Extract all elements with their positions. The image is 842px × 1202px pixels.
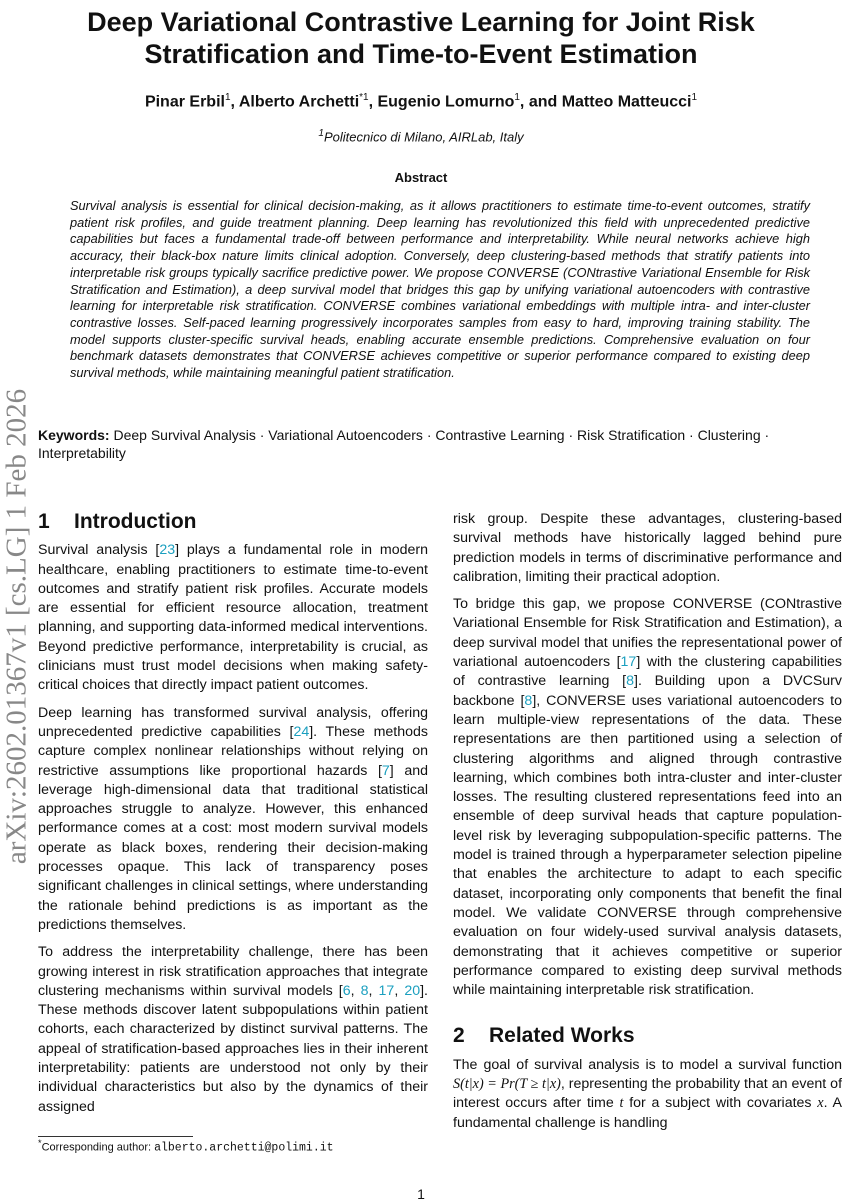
paragraph-text: , — [350, 982, 361, 999]
page-number: 1 — [417, 1186, 425, 1202]
paragraph-text: To bridge this gap, we propose CONVERSE (CONtrastive Variational Ensemble for Risk Stratification and Estimation), a deep survival model that unifies the representational power of variational autoencoders [ — [453, 596, 842, 671]
paragraph-text: The goal of survival analysis is to model a survival function — [453, 1056, 842, 1073]
keywords-text: Deep Survival Analysis · Variational Autoencoders · Contrastive Learning · Risk Stratification · Clustering · Interpretability — [38, 427, 770, 461]
math-expression: x — [817, 1095, 824, 1112]
citation-link[interactable]: 24 — [293, 723, 310, 740]
left-column — [38, 510, 428, 1125]
citation-link[interactable]: 17 — [378, 982, 395, 999]
citation-link[interactable]: 8 — [524, 692, 533, 709]
author-list: Pinar Erbil$^1$, Alberto Archetti$^{*1}$, Eugenio Lomurno$^1$, and Matteo Matteucci$^1$ — [144, 92, 698, 111]
citation-link[interactable]: 20 — [404, 982, 421, 999]
right-column — [453, 510, 842, 1141]
paragraph — [38, 943, 428, 1117]
paragraph-text: To address the interpretability challenge, there has been growing interest in risk stratification approaches that integrate clustering mechanisms within survival models [ — [38, 944, 428, 999]
footnote-email-link[interactable]: alberto.archetti@polimi.it — [154, 1141, 334, 1155]
abstract-heading: Abstract — [394, 170, 448, 185]
paragraph-text: Survival analysis [ — [38, 542, 160, 559]
citation-link[interactable]: 23 — [159, 542, 176, 559]
paragraph-text: ] with the clustering capabilities of contrastive learning [ — [453, 654, 842, 690]
paragraph-text: ]. Building upon a DVCSurv backbone [ — [453, 673, 842, 709]
paragraph-text: ] and leverage high-dimensional data that traditional statistical approaches struggle to analyze. However, this enhanced performance comes at a cost: most modern survival models operate as black boxes, rendering their decision-making processes opaque. This lack of transparency poses significant challenges in clinical settings, where understanding the rationale behind predictions is as important as the predictions themselves. — [38, 762, 428, 933]
citation-link[interactable]: 6 — [342, 982, 351, 999]
paragraph-text: ], CONVERSE uses variational autoencoders to learn multiple-view representations of the data. These representations are then partitioned using a selection of clustering algorithms and aligned through contrastive learning, which combines both intra-cluster and inter-cluster losses. The resulting clustered representations feed into an ensemble of deep survival heads that capture population-level risk by leveraging subpopulation-specific patterns. The model is trained through a hyperparameter selection pipeline that enables the architecture to adapt to each specific dataset, incorporating only components that benefit the final model. We validate CONVERSE through comprehensive evaluation on four widely-used survival analysis datasets, demonstrating that it achieves competitive or superior performance compared to existing deep survival methods while maintaining interpretable risk stratification. — [453, 692, 842, 999]
citation-link[interactable]: 8 — [626, 673, 635, 690]
affiliation-mark: 1 — [318, 128, 324, 139]
math-expression: t — [619, 1095, 624, 1112]
paper-title: Deep Variational Contrastive Learning for Joint Risk Stratification and Time-to-Event Estimation — [87, 7, 755, 69]
affiliation — [0, 128, 842, 144]
math-expression: S(t|x) = Pr(T ≥ t|x) — [453, 1076, 561, 1093]
section-heading — [38, 512, 428, 531]
section-heading — [453, 1024, 842, 1048]
footnote-mark: * — [38, 1138, 42, 1148]
paragraph — [453, 510, 842, 587]
citation-link[interactable]: 7 — [381, 762, 390, 779]
paragraph — [453, 595, 842, 1000]
citation-link[interactable]: 8 — [360, 982, 369, 999]
arxiv-stamp: arXiv:2602.01367v1 [cs.LG] 1 Feb 2026 — [0, 388, 33, 865]
author-name: Pinar Erbil — [144, 93, 225, 111]
affiliation-text: Politecnico di Milano, AIRLab, Italy — [323, 129, 524, 145]
author-name: Matteo Matteucci — [561, 93, 692, 111]
paragraph — [38, 704, 428, 936]
author-name: Eugenio Lomurno — [377, 93, 515, 111]
author-affiliation-mark: 1 — [224, 92, 231, 103]
footnote-rule — [38, 1136, 193, 1137]
keywords — [38, 426, 828, 462]
author-affiliation-mark: 1 — [514, 92, 520, 103]
paragraph-text: , representing the probability that an event of interest occurs after time — [453, 1076, 842, 1112]
paragraph-text: risk group. Despite these advantages, clustering-based survival methods have historically lagged behind pure prediction models in terms of discriminative performance and calibration, limiting their practical adoption. — [453, 511, 842, 585]
paragraph-text: , — [394, 982, 405, 999]
citation-link[interactable]: 17 — [620, 654, 637, 671]
paragraph-text: , — [368, 982, 379, 999]
author-affiliation-mark: *1 — [359, 92, 369, 103]
abstract-text: Survival analysis is essential for clinical decision-making, as it allows practitioners to estimate time-to-event outcomes, stratify patient risk profiles, and guide treatment planning. Deep learning has revolutionized this field with unprecedented predictive capabilities but faces a fundamental trade-off between performance and interpretability. While neural networks achieve high accuracy, their black-box nature limits clinical adoption. Conversely, deep clustering-based methods that stratify patients into interpretable risk groups typically sacrifice predictive power. We propose CONVERSE (CONtrastive Variational Ensemble for Risk Stratification and Estimation), a deep survival model that bridges this gap by unifying variational autoencoders with contrastive learning for interpretable risk stratification. CONVERSE combines variational embeddings with multiple intra- and inter-cluster contrastive losses. Self-paced learning progressively incorporates samples from easy to hard, improving training stability. The model supports cluster-specific survival heads, enabling accurate ensemble predictions. Comprehensive evaluation on four benchmark datasets demonstrates that CONVERSE achieves competitive or superior performance compared to existing deep survival methods, while maintaining meaningful patient stratification. — [70, 198, 810, 381]
paragraph — [453, 1056, 842, 1133]
author-affiliation-mark: 1 — [691, 92, 698, 103]
footnote — [38, 1138, 428, 1155]
section-number: 2 — [453, 1024, 465, 1048]
footnote-label: Corresponding author: — [41, 1141, 155, 1154]
paragraph-text: . A fundamental challenge is handling — [453, 1095, 842, 1131]
section-title: Related Works — [489, 1024, 635, 1048]
paragraph-text: for a subject with covariates — [623, 1095, 818, 1112]
paragraph-text: ]. These methods discover latent subpopulations within patient cohorts, each characterized by distinct survival patterns. The appeal of stratification-based approaches lies in their inherent interpretability: patients are understood not only by their individual characteristics but also by the dynamics of their assigned — [38, 982, 428, 1115]
paragraph-text: Deep learning has transformed survival analysis, offering unprecedented predictive capabilities [ — [38, 704, 428, 740]
section-title: Introduction — [74, 510, 197, 533]
section-number: 1 — [38, 510, 50, 533]
paragraph-text: ] plays a fundamental role in modern healthcare, enabling practitioners to estimate time-to-event outcomes and stratify patient risk profiles. Accurate models are essential for efficient resource allocation, treatment planning, and supporting data-informed medical interventions. Beyond predictive performance, interpretability is crucial, as clinicians must trust model decisions when making safety-critical choices that directly impact patient outcomes. — [38, 542, 428, 694]
paragraph — [38, 541, 428, 695]
paragraph-text: ]. These methods capture complex nonlinear relationships without relying on restrictive assumptions like proportional hazards [ — [38, 723, 428, 779]
author-name: Alberto Archetti — [238, 93, 360, 111]
keywords-label: Keywords: — [38, 427, 110, 443]
